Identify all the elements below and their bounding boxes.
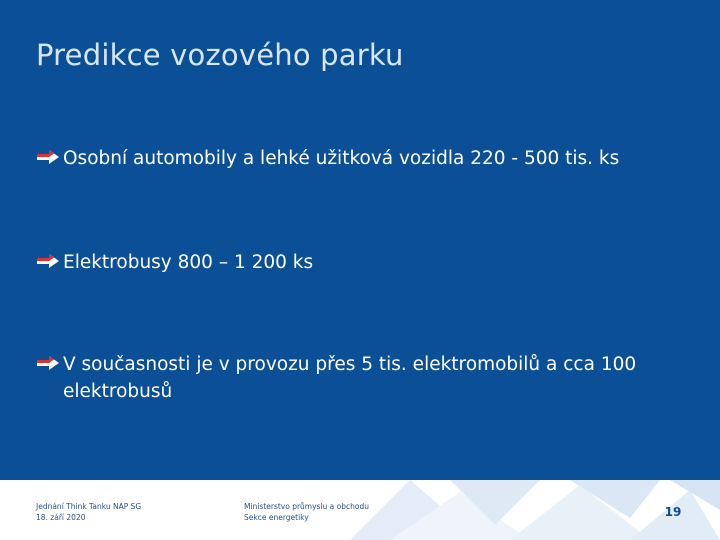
arrow-right-icon (36, 355, 60, 371)
arrow-right-icon (36, 253, 60, 269)
arrow-right-icon (36, 149, 60, 165)
footer-event (36, 501, 141, 523)
page-number: 19 (664, 505, 682, 519)
slide-footer (0, 480, 720, 540)
bullet-item (36, 145, 676, 172)
bullet-item (36, 351, 676, 405)
footer-organization (244, 501, 369, 523)
bullet-item (36, 249, 676, 276)
footer-event-name: Jednání Think Tanku NAP SG (36, 502, 142, 511)
footer-section: Sekce energetiky (244, 513, 309, 522)
bullet-text: Osobní automobily a lehké užitková vozidla 220 - 500 tis. ks (63, 148, 620, 169)
slide-title: Predikce vozového parku (36, 38, 404, 72)
bullet-text: Elektrobusy 800 – 1 200 ks (63, 252, 314, 273)
footer-date: 18. září 2020 (36, 513, 86, 522)
bullet-text: V současnosti je v provozu přes 5 tis. elektromobilů a cca 100 elektrobusů (63, 354, 637, 402)
footer-ministry: Ministerstvo průmyslu a obchodu (244, 502, 369, 511)
